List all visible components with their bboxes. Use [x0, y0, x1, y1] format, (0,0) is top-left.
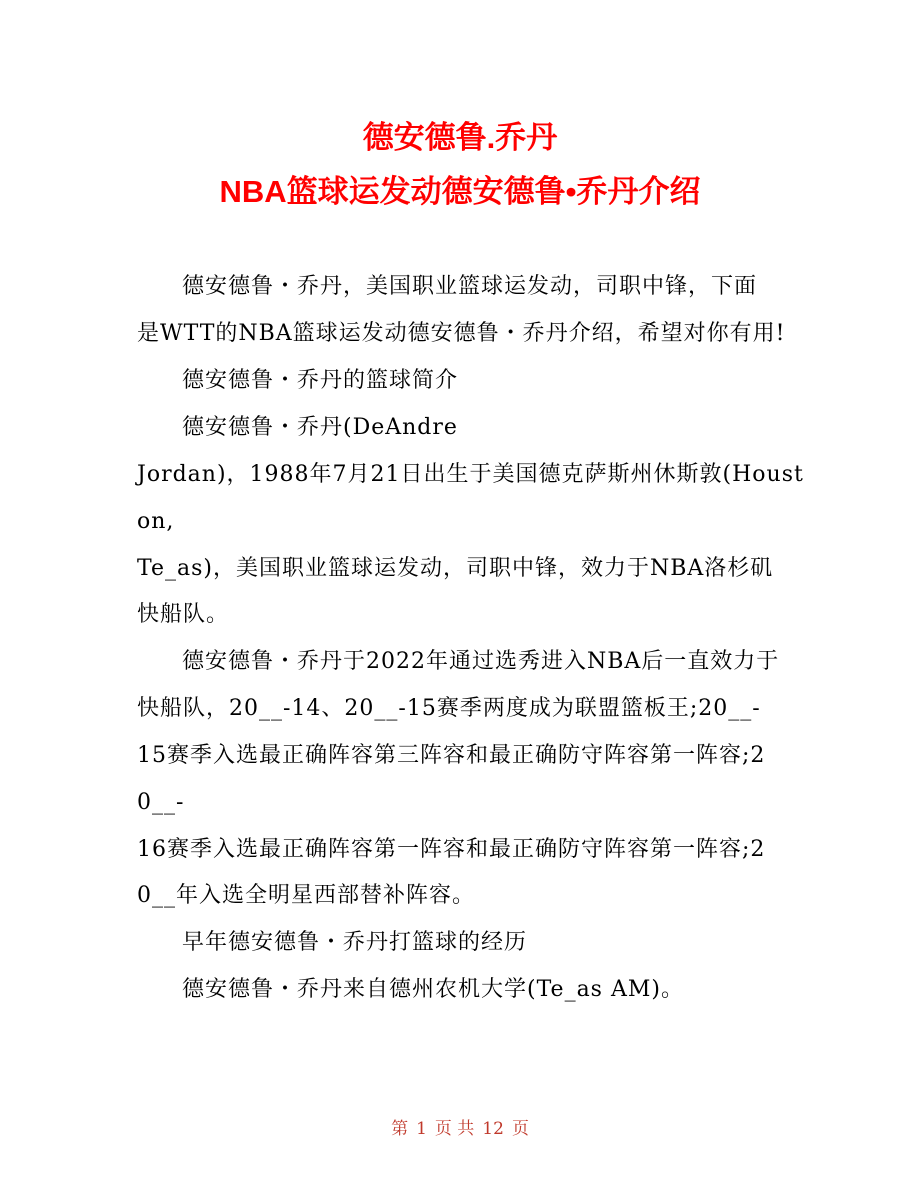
paragraph-line: 15赛季入选最正确阵容第三阵容和最正确防守阵容第一阵容;2	[137, 743, 766, 768]
paragraph-line: 德安德鲁・乔丹于2022年通过选秀进入NBA后一直效力于	[182, 649, 780, 674]
document-title-line2: NBA篮球运发动德安德鲁•乔丹介绍	[219, 174, 701, 209]
paragraph-line: 德安德鲁・乔丹(DeAndre	[182, 415, 458, 440]
paragraph-line: 16赛季入选最正确阵容第一阵容和最正确防守阵容第一阵容;2	[137, 837, 766, 862]
paragraph-line: 快船队。	[137, 602, 230, 627]
footer-middle: 页 共	[434, 1119, 475, 1139]
paragraph-line: 德安德鲁・乔丹来自德州农机大学(Te_as AM)。	[182, 977, 684, 1002]
page-footer	[0, 1114, 920, 1139]
paragraph-line: Te_as)，美国职业篮球运发动，司职中锋，效力于NBA洛杉矶	[137, 556, 774, 581]
section-heading: 德安德鲁・乔丹的篮球简介	[182, 368, 459, 393]
section-heading: 早年德安德鲁・乔丹打篮球的经历	[182, 930, 528, 955]
document-title-line1: 德安德鲁.乔丹	[362, 120, 558, 155]
paragraph-line: on,	[137, 509, 175, 534]
footer-suffix: 页	[511, 1119, 529, 1139]
paragraph-line: 快船队，20__-14、20__-15赛季两度成为联盟篮板王;20__-	[137, 696, 761, 721]
paragraph-line: 是WTT的NBA篮球运发动德安德鲁・乔丹介绍，希望对你有用!	[137, 321, 786, 346]
total-pages: 12	[482, 1119, 504, 1139]
page-number: 1	[416, 1119, 427, 1139]
paragraph-line: 德安德鲁・乔丹，美国职业篮球运发动，司职中锋，下面	[182, 274, 758, 299]
paragraph-line: 0__-	[137, 790, 185, 815]
paragraph-line: Jordan)，1988年7月21日出生于美国德克萨斯州休斯敦(Houst	[137, 462, 804, 487]
footer-prefix: 第	[391, 1119, 409, 1139]
paragraph-line: 0__年入选全明星西部替补阵容。	[137, 883, 475, 908]
